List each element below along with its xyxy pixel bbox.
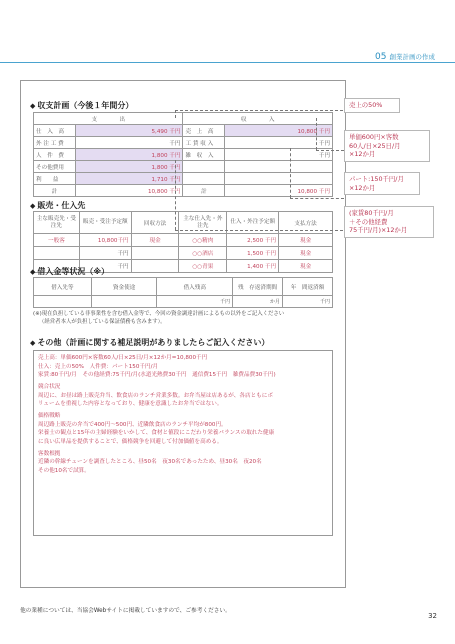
note-line: その他10名で試算。: [38, 467, 90, 474]
note-line: 栄養士の観点と15年の主婦経験をいかして、食材と値段にこだわり栄養バランスの取れた健康: [38, 430, 275, 437]
col-header: 仕入・外注予定額: [227, 212, 279, 234]
row-label: 雑 収 入: [183, 149, 225, 161]
row-label: 売 上 高: [183, 125, 225, 137]
col-header: 年 間返済額: [283, 278, 333, 296]
table-row: 一般客 10,800千円 現金 ○○精肉 2,500 千円 現金: [34, 234, 333, 247]
chapter-title: [375, 52, 435, 62]
col-header: 借入残高: [157, 278, 233, 296]
col-header: 主な販売先・受注先: [34, 212, 80, 234]
table-row: 千円 ○○酒店 1,500 千円 現金: [34, 247, 333, 260]
row-label: 工 賃 収 入: [183, 137, 225, 149]
callout-other-costs: (家賃80千円/月 ＋その他経費 75千円/月)×12か月: [344, 206, 434, 238]
col-header: 販売・受注予定額: [79, 212, 131, 234]
loans-footnote: (※)現在負担している非事業性を含む借入金等で、今回の資金調達計画によるもの以外をご記入ください （経営者本人が負担している保証債務も含みます）。: [33, 311, 285, 326]
note-line: 仕入：売上の50% 人件費：パート150千円/月: [38, 363, 159, 370]
row-value: 1,710 千円: [75, 173, 183, 185]
callout-connector: [175, 110, 176, 118]
row-value: [225, 173, 333, 185]
row-label: その他費用: [34, 161, 76, 173]
callout-connector: [175, 160, 176, 230]
note-line: に良い広単品を提供することで、価格競争を回避して付加価値を高める。: [38, 438, 223, 445]
header-rule: [0, 62, 455, 63]
col-header: 残 存返済期間: [233, 278, 283, 296]
note-subheading: 価格戦略: [38, 412, 61, 419]
col-header: 主な仕入先・外注先: [179, 212, 227, 234]
callout-connector: [290, 198, 344, 199]
table-row: 千円 か月 千円: [34, 296, 333, 308]
diamond-bullet-icon: ◆: [30, 268, 36, 276]
total-label: 計: [183, 185, 225, 197]
row-value: 5,490 千円: [75, 125, 183, 137]
diamond-bullet-icon: ◆: [30, 339, 36, 347]
row-label: 人 件 費: [34, 149, 76, 161]
note-line: 周辺に、お昼は路上販売弁当、飲食店のランチ営業多数。お弁当屋は店あるが、各店ともにボ: [38, 392, 273, 399]
callout-connector: [316, 150, 344, 151]
sales-heading: ◆ 販売・仕入先: [30, 201, 86, 210]
row-value: 千円: [225, 137, 333, 149]
row-value: [225, 161, 333, 173]
row-value: 1,800 千円: [75, 161, 183, 173]
income-header: 収 入: [183, 113, 333, 125]
row-label: 外 注 工 費: [34, 137, 76, 149]
notes-box: [33, 350, 333, 536]
callout-personnel: パート:150千円/月 ×12か月: [344, 172, 420, 195]
total-label: 計: [34, 185, 76, 197]
diamond-bullet-icon: ◆: [30, 202, 36, 210]
table-row: 千円 ○○青果 1,400 千円 現金: [34, 260, 333, 273]
callout-purchase: 売上の50%: [344, 98, 400, 113]
note-subheading: 競合状況: [38, 383, 61, 390]
callout-sales: 単価600円×客数 60人/日×25日/月 ×12か月: [344, 130, 430, 162]
row-value: 千円: [75, 137, 183, 149]
note-line: リュームを重視した内容となっており、健康を意識したお弁当ではない。: [38, 401, 223, 408]
other-heading: ◆ その他（計画に関する補足説明がありましたらご記入ください）: [30, 338, 270, 347]
note-line: 近隣の幹線チェーンを調査したところ、昼50名 夜30名であったため、昼30名 夜20名: [38, 459, 262, 466]
sales-table: [33, 211, 333, 273]
loans-table: [33, 277, 333, 308]
row-value: 10,800 千円: [225, 125, 333, 137]
col-header: 支払方法: [279, 212, 333, 234]
total-income: 10,800 千円: [225, 185, 333, 197]
row-label: 利 益: [34, 173, 76, 185]
chapter-title-text: 創業計画の作成: [389, 53, 435, 61]
row-label: 仕 入 高: [34, 125, 76, 137]
row-label: [183, 173, 225, 185]
note-line: 家賃:80千円/月 その他経費:75千円/月(水道光熱費30千円 通信費15千円 雑費品費30千円): [38, 372, 276, 379]
callout-connector: [290, 148, 291, 198]
expense-header: 支 出: [34, 113, 183, 125]
row-label: [183, 161, 225, 173]
income-plan-heading: ◆ 収支計画（今後１年間分）: [30, 101, 134, 110]
callout-connector: [316, 118, 317, 150]
total-expense: 10,800 千円: [75, 185, 183, 197]
col-header: 回収方法: [131, 212, 179, 234]
chapter-number: 05: [375, 52, 387, 62]
note-subheading: 客数根拠: [38, 450, 61, 457]
income-plan-table: [33, 112, 333, 197]
loans-heading: ◆ 借入金等状況（※）: [30, 267, 110, 276]
col-header: 資金使途: [91, 278, 157, 296]
footer-note: 他の業種については、当協会Webサイトに掲載していますので、ご参考ください。: [20, 608, 231, 614]
row-value: 1,800 千円: [75, 149, 183, 161]
note-line: 売上高：単価600円×客数60人/日×25日/月×12か月=10,800千円: [38, 355, 208, 361]
col-header: 借入先等: [34, 278, 92, 296]
callout-connector: [175, 230, 343, 231]
page-number: 32: [428, 612, 437, 620]
row-value: 千円: [225, 149, 333, 161]
callout-connector: [175, 110, 343, 111]
diamond-bullet-icon: ◆: [30, 102, 36, 110]
note-line: 周辺路上販売の弁当で400円～500円、近隣飲食店のランチ平均が800円。: [38, 421, 227, 428]
